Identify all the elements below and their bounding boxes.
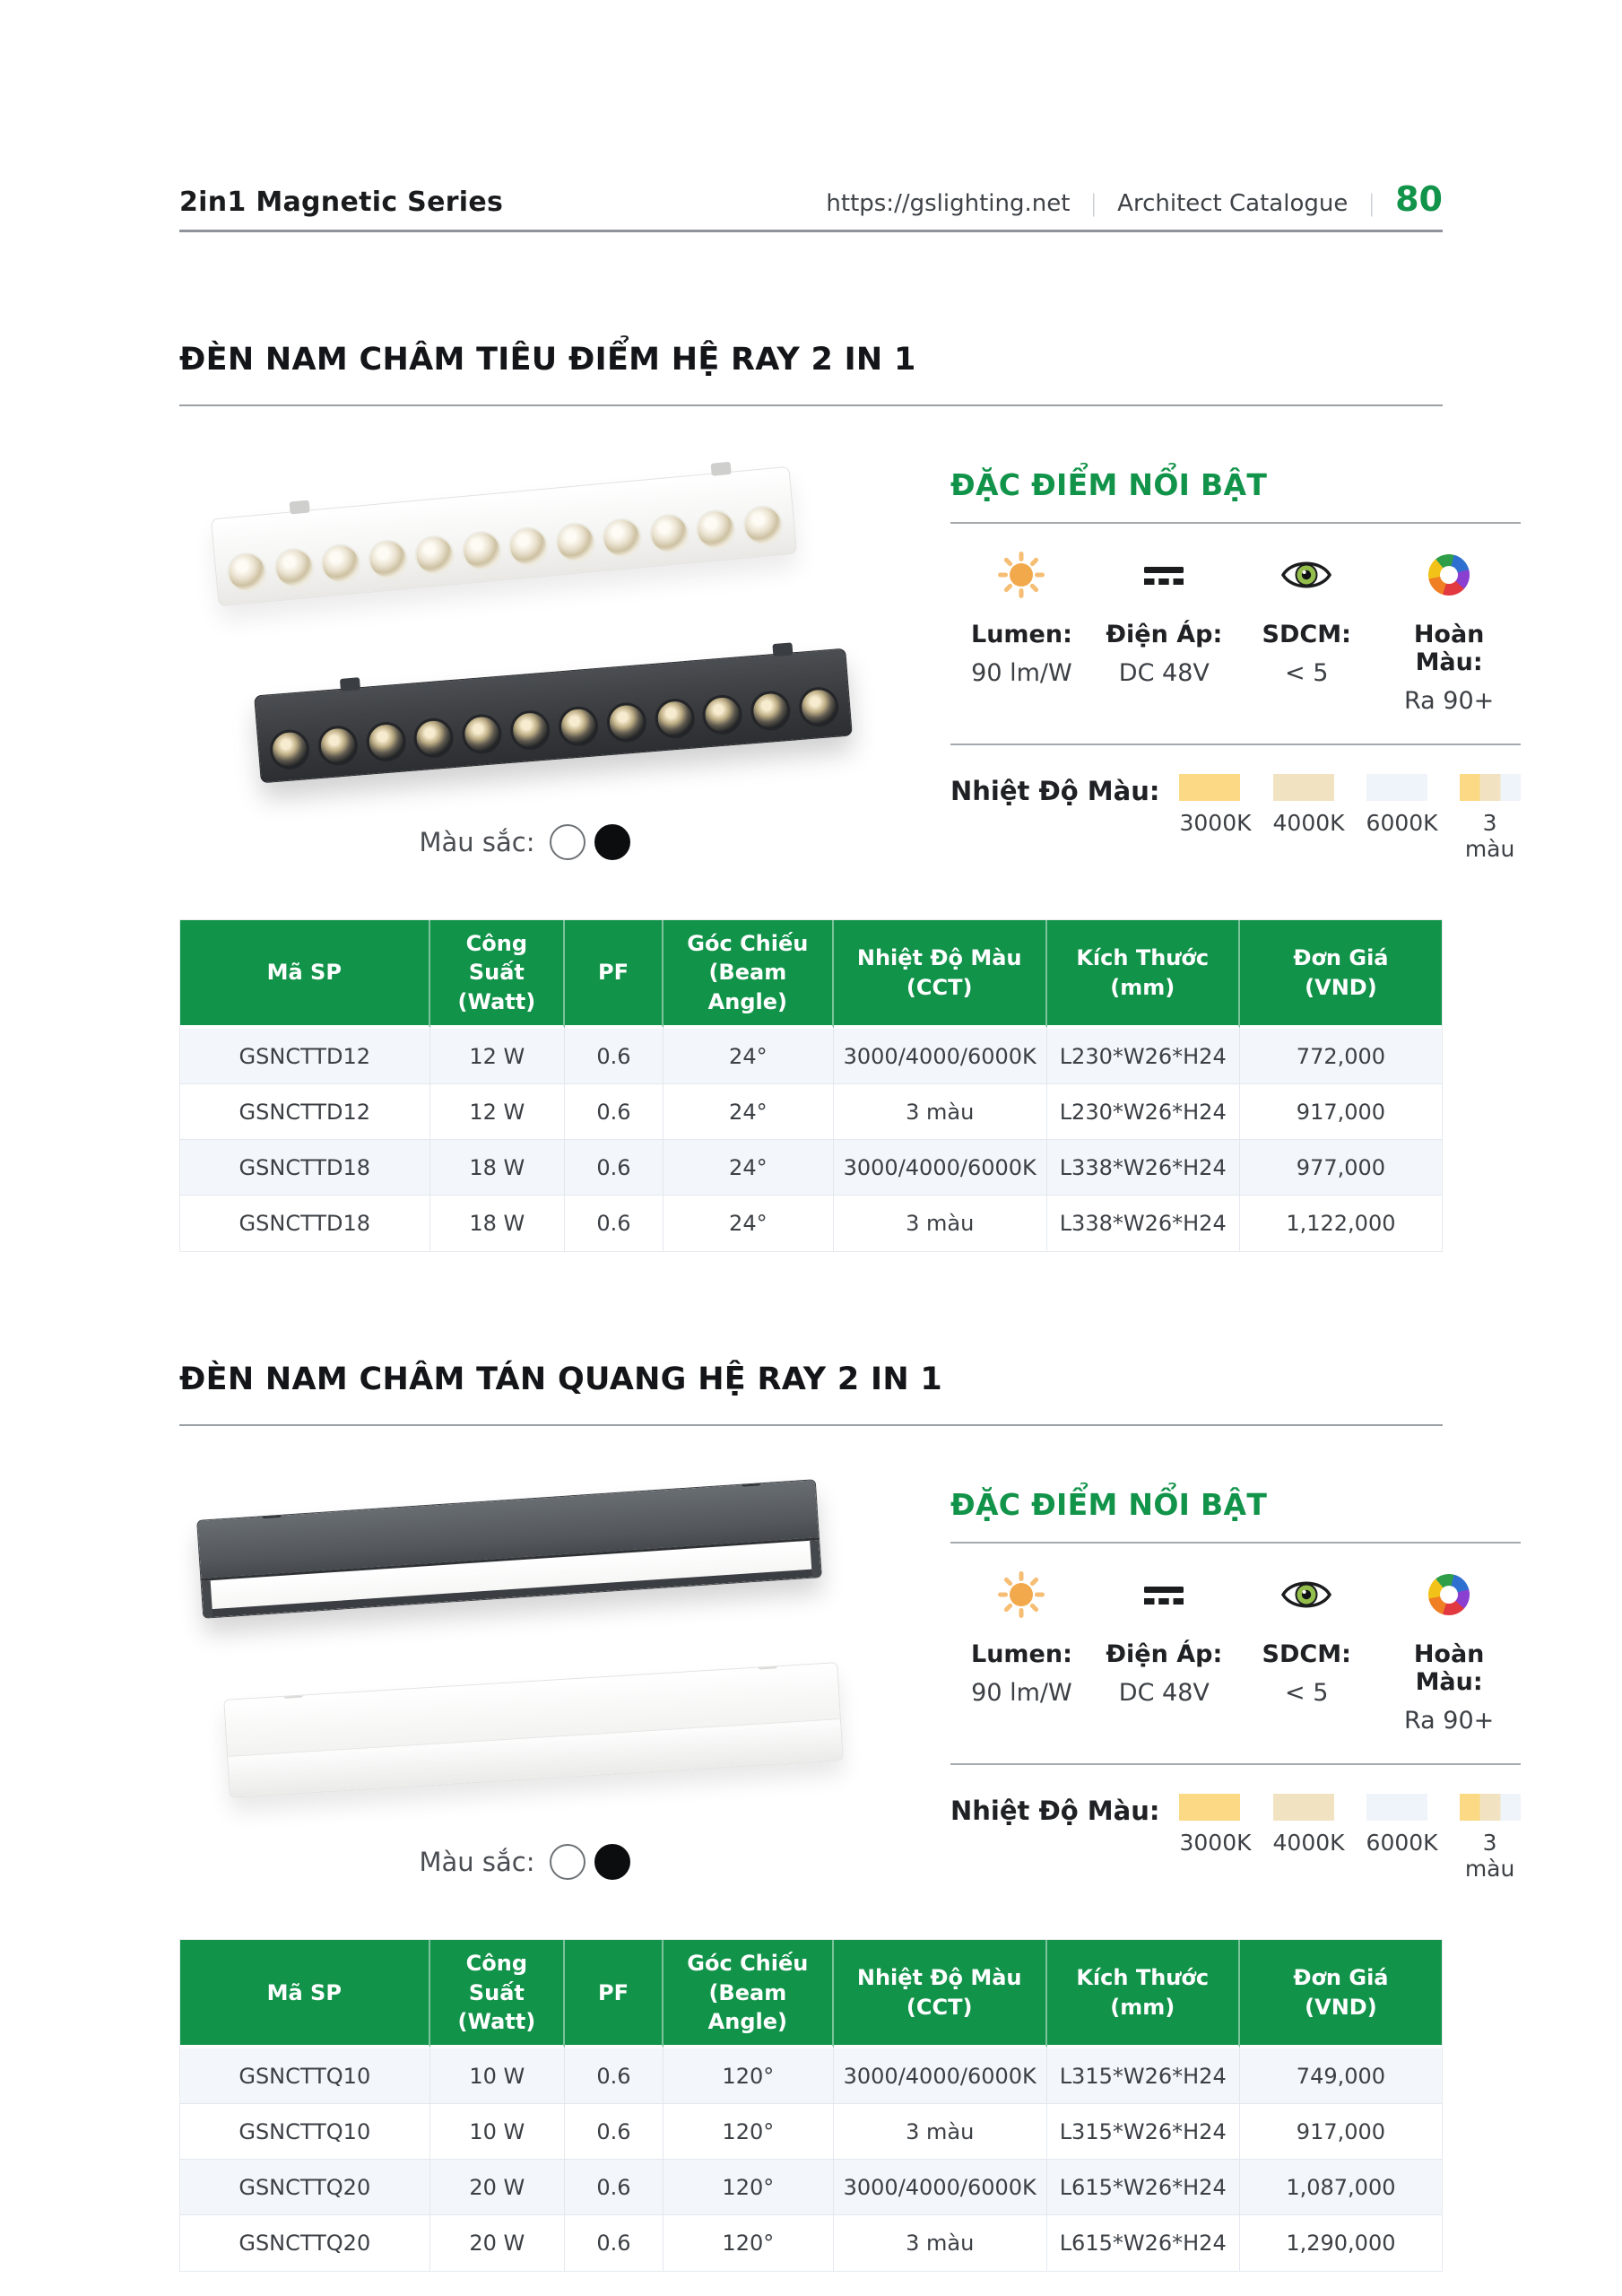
table-cell: 3 màu: [834, 2215, 1047, 2271]
feature-value: 90 lm/W: [971, 659, 1072, 687]
feature-item: [1378, 551, 1521, 715]
lens-dot: [797, 686, 839, 728]
table-row: [180, 2160, 1442, 2215]
spec-table-wrap: [179, 919, 1443, 1252]
table-row: [180, 2104, 1442, 2160]
table-cell: 0.6: [565, 1084, 664, 1140]
feature-value: DC 48V: [1118, 659, 1210, 687]
cct-swatch-label: 3000K: [1179, 1830, 1252, 1857]
catalogue-name: Architect Catalogue: [1117, 190, 1349, 217]
lens-dot: [701, 693, 743, 735]
table-row: [180, 1029, 1442, 1084]
lens-dot: [461, 713, 503, 755]
cct-swatch-label: 3 màu: [1464, 810, 1515, 862]
sun-icon: [950, 1570, 1093, 1619]
product-images: [179, 1462, 906, 1882]
feature-value: < 5: [1285, 1679, 1329, 1708]
table-cell: 120°: [664, 2104, 834, 2160]
table-cell: GSNCTTD12: [180, 1029, 430, 1084]
features-title: ĐẶC ĐIỂM NỔI BẬT: [950, 1487, 1268, 1523]
cct-swatch-label: 4000K: [1272, 1830, 1345, 1857]
table-cell: 1,122,000: [1240, 1196, 1442, 1251]
spec-table-wrap: [179, 1939, 1443, 2272]
table-cell: 0.6: [565, 2048, 664, 2104]
color-dots: [550, 824, 630, 860]
black-color-dot: [594, 1844, 630, 1880]
table-cell: L615*W26*H24: [1047, 2215, 1240, 2271]
website-link[interactable]: https://gslighting.net: [826, 190, 1071, 217]
table-header-row: [180, 920, 1442, 1029]
cct-swatch-label: 4000K: [1272, 810, 1345, 836]
cct-swatch: [1179, 774, 1240, 801]
table-header-cell: Mã SP: [180, 920, 430, 1029]
feature-label: SDCM:: [1262, 1640, 1351, 1669]
header-separator: |: [1367, 190, 1376, 217]
feature-value: DC 48V: [1118, 1679, 1210, 1708]
cct-row: [950, 745, 1521, 862]
feature-label: Điện Áp:: [1106, 621, 1223, 648]
cct-swatches: [1179, 1794, 1520, 1882]
features-panel: [950, 1462, 1521, 1882]
table-row: [180, 2048, 1442, 2104]
cct-swatch: [1273, 774, 1334, 801]
product-image-spotlight-white: [211, 466, 797, 606]
table-row: [180, 1140, 1442, 1196]
cct-swatches: [1179, 774, 1520, 862]
table-header-row: [180, 1940, 1442, 2048]
features-grid: [950, 1544, 1521, 1763]
sun-icon: [950, 551, 1093, 599]
lens-dot: [412, 717, 455, 759]
cct-swatch-label: 3000K: [1179, 810, 1252, 836]
cct-swatch-label: 6000K: [1366, 810, 1438, 836]
table-header-cell: Nhiệt Độ Màu (CCT): [834, 920, 1047, 1029]
table-cell: 3000/4000/6000K: [834, 2160, 1047, 2215]
lens-dot: [268, 728, 310, 770]
series-title: 2in1 Magnetic Series: [179, 187, 504, 218]
feature-value: 90 lm/W: [971, 1679, 1072, 1708]
table-cell: 120°: [664, 2048, 834, 2104]
lens-dot: [509, 709, 551, 751]
table-cell: L338*W26*H24: [1047, 1196, 1240, 1251]
cct-row: [950, 1765, 1521, 1882]
lens-array: [225, 498, 785, 600]
color-options-label: Màu sắc:: [419, 1847, 535, 1878]
feature-label: SDCM:: [1262, 621, 1351, 648]
feature-item: [1093, 551, 1236, 715]
product-image-spotlight-black: [254, 648, 853, 784]
table-cell: 772,000: [1240, 1029, 1442, 1084]
table-header-cell: Công Suất (Watt): [430, 1940, 566, 2048]
feature-item: [1236, 551, 1378, 715]
section-title: ĐÈN NAM CHÂM TIÊU ĐIỂM HỆ RAY 2 IN 1: [179, 342, 1443, 406]
table-cell: 12 W: [430, 1029, 566, 1084]
lens-dot: [413, 534, 456, 577]
cct-label: Nhiệt Độ Màu:: [950, 776, 1160, 806]
mount-clip: [340, 677, 360, 691]
cct-swatch: [1179, 1794, 1240, 1821]
lens-dot: [273, 546, 316, 589]
feature-item: [1378, 1570, 1521, 1735]
table-cell: 917,000: [1240, 1084, 1442, 1140]
feature-value: < 5: [1285, 659, 1329, 687]
cct-swatch-item: [1273, 774, 1345, 862]
table-cell: 3000/4000/6000K: [834, 1029, 1047, 1084]
feature-item: [1236, 1570, 1378, 1735]
cct-swatch: [1273, 1794, 1334, 1821]
mount-clip: [711, 462, 732, 476]
spec-table: [179, 1939, 1443, 2272]
table-cell: 917,000: [1240, 2104, 1442, 2160]
feature-label: Hoàn Màu:: [1413, 1640, 1485, 1697]
lens-array: [268, 680, 841, 778]
lens-dot: [742, 504, 785, 547]
cct-swatch-item: [1366, 774, 1438, 862]
table-cell: GSNCTTD12: [180, 1084, 430, 1140]
feature-label: Lumen:: [970, 621, 1072, 648]
color-options: [179, 1844, 870, 1880]
features-panel: [950, 442, 1521, 862]
table-cell: 977,000: [1240, 1140, 1442, 1196]
color-wheel-icon: [1378, 1570, 1521, 1619]
cct-swatch-item: [1179, 774, 1251, 862]
table-cell: 24°: [664, 1140, 834, 1196]
lens-dot: [317, 725, 359, 767]
table-row: [180, 2215, 1442, 2271]
table-cell: 0.6: [565, 1196, 664, 1251]
lens-dot: [365, 720, 407, 762]
section-diffuse: [179, 1361, 1515, 2272]
feature-label: Lumen:: [970, 1640, 1072, 1669]
product-image-diffuse-white: [223, 1662, 843, 1798]
cct-swatch-label: 3 màu: [1464, 1830, 1515, 1883]
table-header-cell: Công Suất (Watt): [430, 920, 566, 1029]
lens-dot: [750, 690, 792, 732]
table-header-cell: Góc Chiếu (Beam Angle): [664, 1940, 834, 2048]
lens-dot: [367, 538, 410, 581]
feature-label: Điện Áp:: [1106, 1640, 1223, 1669]
table-cell: 1,087,000: [1240, 2160, 1442, 2215]
dc-voltage-icon: [1093, 1570, 1236, 1619]
table-cell: GSNCTTQ20: [180, 2160, 430, 2215]
table-cell: 20 W: [430, 2160, 566, 2215]
section-spotlight: [179, 342, 1515, 1252]
features-grid: [950, 524, 1521, 744]
mount-clip: [261, 1505, 282, 1518]
table-cell: 3000/4000/6000K: [834, 1140, 1047, 1196]
table-cell: L315*W26*H24: [1047, 2048, 1240, 2104]
mount-clip: [282, 1685, 303, 1699]
table-cell: GSNCTTQ10: [180, 2048, 430, 2104]
table-cell: GSNCTTQ20: [180, 2215, 430, 2271]
table-cell: 12 W: [430, 1084, 566, 1140]
table-header-cell: Mã SP: [180, 1940, 430, 2048]
lens-dot: [507, 526, 550, 569]
table-header-cell: Đơn Giá (VND): [1240, 1940, 1442, 2048]
section-body: [179, 1462, 1515, 1883]
page-header: [179, 0, 1443, 232]
lens-dot: [460, 529, 503, 572]
table-cell: 1,290,000: [1240, 2215, 1442, 2271]
cct-swatch: [1366, 1794, 1427, 1821]
table-cell: 3 màu: [834, 1084, 1047, 1140]
table-header-cell: Đơn Giá (VND): [1240, 920, 1442, 1029]
product-image-diffuse-black: [196, 1479, 822, 1619]
table-cell: 10 W: [430, 2048, 566, 2104]
table-header-cell: PF: [565, 1940, 664, 2048]
table-cell: 0.6: [565, 2104, 664, 2160]
feature-item: [950, 551, 1093, 715]
lens-dot: [695, 509, 738, 552]
table-cell: 120°: [664, 2215, 834, 2271]
eye-icon: [1236, 551, 1378, 599]
white-color-dot: [550, 824, 585, 860]
table-cell: L230*W26*H24: [1047, 1029, 1240, 1084]
table-cell: L230*W26*H24: [1047, 1084, 1240, 1140]
dc-voltage-icon: [1093, 551, 1236, 599]
table-cell: 749,000: [1240, 2048, 1442, 2104]
feature-label: Hoàn Màu:: [1413, 621, 1485, 676]
table-header-cell: Nhiệt Độ Màu (CCT): [834, 1940, 1047, 2048]
table-cell: 3000/4000/6000K: [834, 2048, 1047, 2104]
lens-dot: [557, 705, 599, 747]
section-title: ĐÈN NAM CHÂM TÁN QUANG HỆ RAY 2 IN 1: [179, 1361, 1443, 1426]
table-cell: GSNCTTD18: [180, 1196, 430, 1251]
table-cell: L315*W26*H24: [1047, 2104, 1240, 2160]
cct-swatch: [1366, 774, 1427, 801]
cct-swatch-item: [1460, 774, 1521, 862]
page-number: 80: [1395, 179, 1443, 219]
table-cell: 18 W: [430, 1140, 566, 1196]
lens-dot: [653, 697, 695, 739]
table-cell: L338*W26*H24: [1047, 1140, 1240, 1196]
color-options: [179, 824, 870, 860]
lens-dot: [226, 551, 269, 594]
table-cell: 20 W: [430, 2215, 566, 2271]
table-header-cell: Góc Chiếu (Beam Angle): [664, 920, 834, 1029]
table-cell: 0.6: [565, 1140, 664, 1196]
spec-table: [179, 919, 1443, 1252]
cct-swatch-item: [1366, 1794, 1438, 1882]
table-header-cell: Kích Thước (mm): [1047, 1940, 1240, 2048]
feature-item: [950, 1570, 1093, 1735]
cct-swatch-item: [1273, 1794, 1345, 1882]
feature-value: Ra 90+: [1403, 687, 1495, 715]
lens-dot: [554, 521, 597, 564]
cct-swatch-item: [1460, 1794, 1521, 1882]
table-row: [180, 1196, 1442, 1251]
cct-swatch-item: [1179, 1794, 1251, 1882]
color-options-label: Màu sắc:: [419, 827, 535, 857]
lens-dot: [319, 543, 362, 586]
table-cell: L615*W26*H24: [1047, 2160, 1240, 2215]
table-cell: GSNCTTQ10: [180, 2104, 430, 2160]
cct-swatch-label: 6000K: [1366, 1830, 1438, 1857]
lens-dot: [647, 512, 690, 555]
color-wheel-icon: [1378, 551, 1521, 599]
table-cell: 10 W: [430, 2104, 566, 2160]
mount-clip: [290, 500, 310, 515]
header-separator: |: [1089, 190, 1098, 217]
black-color-dot: [594, 824, 630, 860]
table-header-cell: Kích Thước (mm): [1047, 920, 1240, 1029]
table-header-cell: PF: [565, 920, 664, 1029]
table-cell: 3 màu: [834, 2104, 1047, 2160]
table-cell: 24°: [664, 1029, 834, 1084]
cct-swatch: [1460, 774, 1521, 801]
section-body: [179, 442, 1515, 862]
color-dots: [550, 1844, 630, 1880]
feature-value: Ra 90+: [1403, 1707, 1495, 1735]
table-cell: 0.6: [565, 2160, 664, 2215]
eye-icon: [1236, 1570, 1378, 1619]
lens-dot: [601, 517, 644, 560]
cct-swatch: [1460, 1794, 1521, 1821]
mount-clip: [772, 642, 793, 657]
table-cell: 18 W: [430, 1196, 566, 1251]
table-cell: 0.6: [565, 2215, 664, 2271]
table-cell: 3 màu: [834, 1196, 1047, 1251]
product-images: [179, 442, 906, 862]
page-header-row: [179, 179, 1443, 232]
header-meta: [826, 179, 1443, 219]
table-cell: 24°: [664, 1084, 834, 1140]
table-cell: 120°: [664, 2160, 834, 2215]
table-cell: GSNCTTD18: [180, 1140, 430, 1196]
table-cell: 24°: [664, 1196, 834, 1251]
cct-label: Nhiệt Độ Màu:: [950, 1796, 1160, 1827]
white-color-dot: [550, 1844, 585, 1880]
table-cell: 0.6: [565, 1029, 664, 1084]
table-row: [180, 1084, 1442, 1140]
features-title: ĐẶC ĐIỂM NỔI BẬT: [950, 467, 1268, 502]
lens-dot: [605, 701, 647, 744]
feature-item: [1093, 1570, 1236, 1735]
